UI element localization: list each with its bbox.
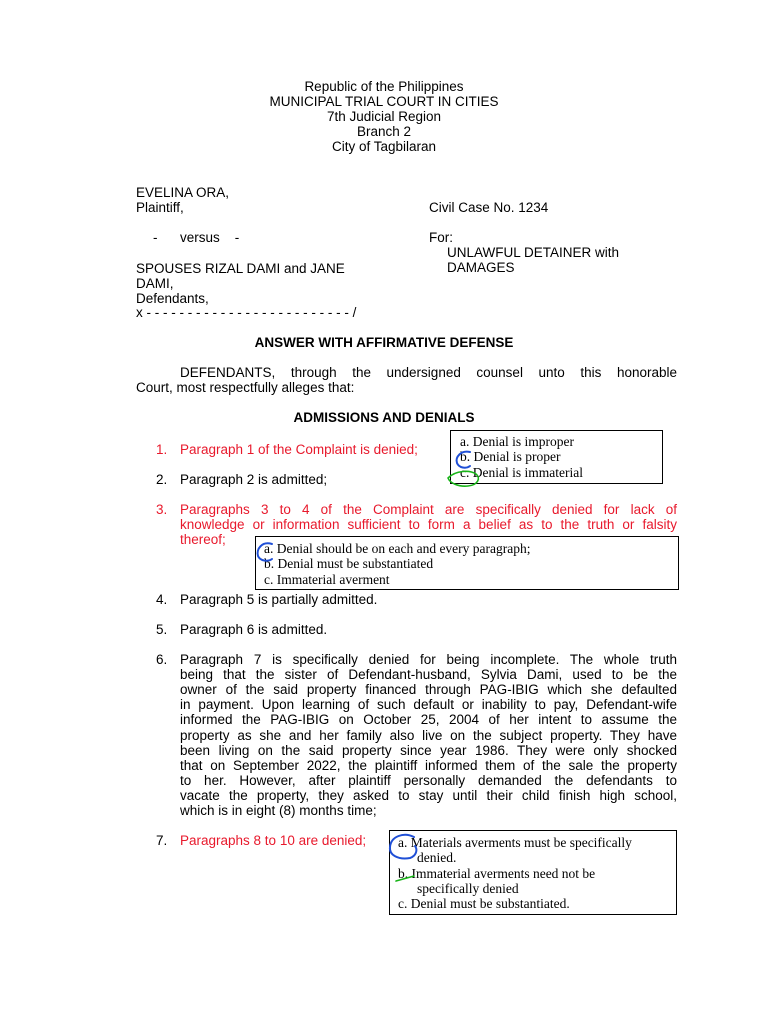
paragraph-6-line: informed the PAG-IBIG on October 25, 2004 of her intent to assume the (180, 712, 677, 728)
paragraph-6-line: being that the sister of Defendant-husband, Sylvia Dami, used to be the (180, 667, 677, 683)
paragraph-6-line: owner of the said property financed through PAG-IBIG which she defaulted (180, 682, 677, 698)
defendants-label: Defendants, (136, 291, 209, 306)
paragraph-6-line: been living on the said property since year 1986. They were only shocked (180, 742, 677, 758)
case-nature-line1: UNLAWFUL DETAINER with (447, 245, 620, 260)
paragraph-1-number: 1. (156, 442, 168, 457)
choice-box-1 (450, 430, 663, 484)
city: City of Tagbilaran (331, 139, 437, 154)
choice-box-3 (389, 830, 677, 915)
for-label: For: (429, 230, 454, 245)
paragraph-3-line2: knowledge or information sufficient to form a belief as to the truth or falsity (180, 517, 677, 532)
paragraph-7-text: Paragraphs 8 to 10 are denied; (180, 833, 367, 848)
republic-line: Republic of the Philippines (304, 79, 464, 94)
choice-box-2 (255, 536, 679, 590)
versus: - versus - (153, 230, 240, 245)
paragraph-4-number: 4. (156, 592, 168, 607)
paragraph-3-number: 3. (156, 502, 168, 517)
paragraph-2-text: Paragraph 2 is admitted; (180, 472, 328, 487)
defendants-line2: DAMI, (136, 276, 174, 291)
choice-box-3-option-b[interactable]: b. Immaterial averments need not be (398, 865, 596, 881)
paragraph-6-line: which is in eight (8) months time; (180, 803, 377, 818)
choice-box-2-option-b[interactable]: b. Denial must be substantiated (264, 556, 434, 572)
court-name: MUNICIPAL TRIAL COURT IN CITIES (269, 94, 499, 109)
choice-box-2-option-a[interactable]: a. Denial should be on each and every paragraph; (264, 541, 531, 556)
plaintiff-name: EVELINA ORA, (136, 185, 230, 200)
choice-box-3-option-a-cont: denied. (417, 850, 457, 866)
paragraph-6-line: vacate the property, they asked to stay until their child finish high school, (180, 787, 677, 803)
document-title: ANSWER WITH AFFIRMATIVE DEFENSE (254, 335, 514, 350)
paragraph-5-number: 5. (156, 622, 168, 637)
paragraph-1-text: Paragraph 1 of the Complaint is denied; (180, 442, 418, 457)
choice-box-1-option-b[interactable]: b. Denial is proper (460, 449, 561, 465)
paragraph-3-line1: Paragraphs 3 to 4 of the Complaint are specifically denied for lack of (180, 502, 677, 517)
paragraph-6-number: 6. (156, 652, 168, 667)
choice-box-1-option-a[interactable]: a. Denial is improper (460, 434, 574, 449)
case-number: Civil Case No. 1234 (429, 200, 549, 215)
paragraph-6-line: that on September 2022, the plaintiff informed them of the sale the property (180, 757, 677, 773)
choice-box-2-option-c[interactable]: c. Immaterial averment (264, 571, 390, 587)
intro-line2: Court, most respectfully alleges that: (136, 380, 355, 395)
section-title: ADMISSIONS AND DENIALS (293, 410, 475, 425)
paragraph-6-line: to her. However, after plaintiff personally demanded the defendants to (180, 772, 677, 788)
paragraph-4-text: Paragraph 5 is partially admitted. (180, 592, 378, 607)
choice-box-3-option-c[interactable]: c. Denial must be substantiated. (398, 896, 570, 912)
plaintiff-label: Plaintiff, (136, 200, 184, 215)
branch: Branch 2 (356, 124, 412, 139)
defendants-line1: SPOUSES RIZAL DAMI and JANE (136, 261, 345, 276)
paragraph-3-line3: thereof; (180, 532, 226, 547)
paragraph-6-line: Paragraph 7 is specifically denied for being incomplete. The whole truth (180, 652, 677, 667)
intro-line1: DEFENDANTS, through the undersigned counsel unto this honorable (180, 365, 677, 380)
choice-box-1-option-c[interactable]: c. Denial is immaterial (460, 464, 583, 480)
paragraph-6-line: in payment. Upon learning of such default or inability to pay, Defendant-wife (180, 697, 677, 713)
paragraph-7-number: 7. (156, 833, 168, 848)
choice-box-3-option-a[interactable]: a. Materials averments must be specifically (398, 835, 632, 850)
paragraph-5-text: Paragraph 6 is admitted. (180, 622, 328, 637)
judicial-region: 7th Judicial Region (326, 109, 442, 124)
choice-box-3-option-b-cont: specifically denied (417, 880, 519, 896)
paragraph-6-line: property as she and her family also live on the subject property. They have (180, 727, 677, 743)
paragraph-2-number: 2. (156, 472, 168, 487)
caption-separator: x - - - - - - - - - - - - - - - - - - - - - - - - - / (136, 305, 357, 320)
case-nature-line2: DAMAGES (447, 260, 515, 275)
